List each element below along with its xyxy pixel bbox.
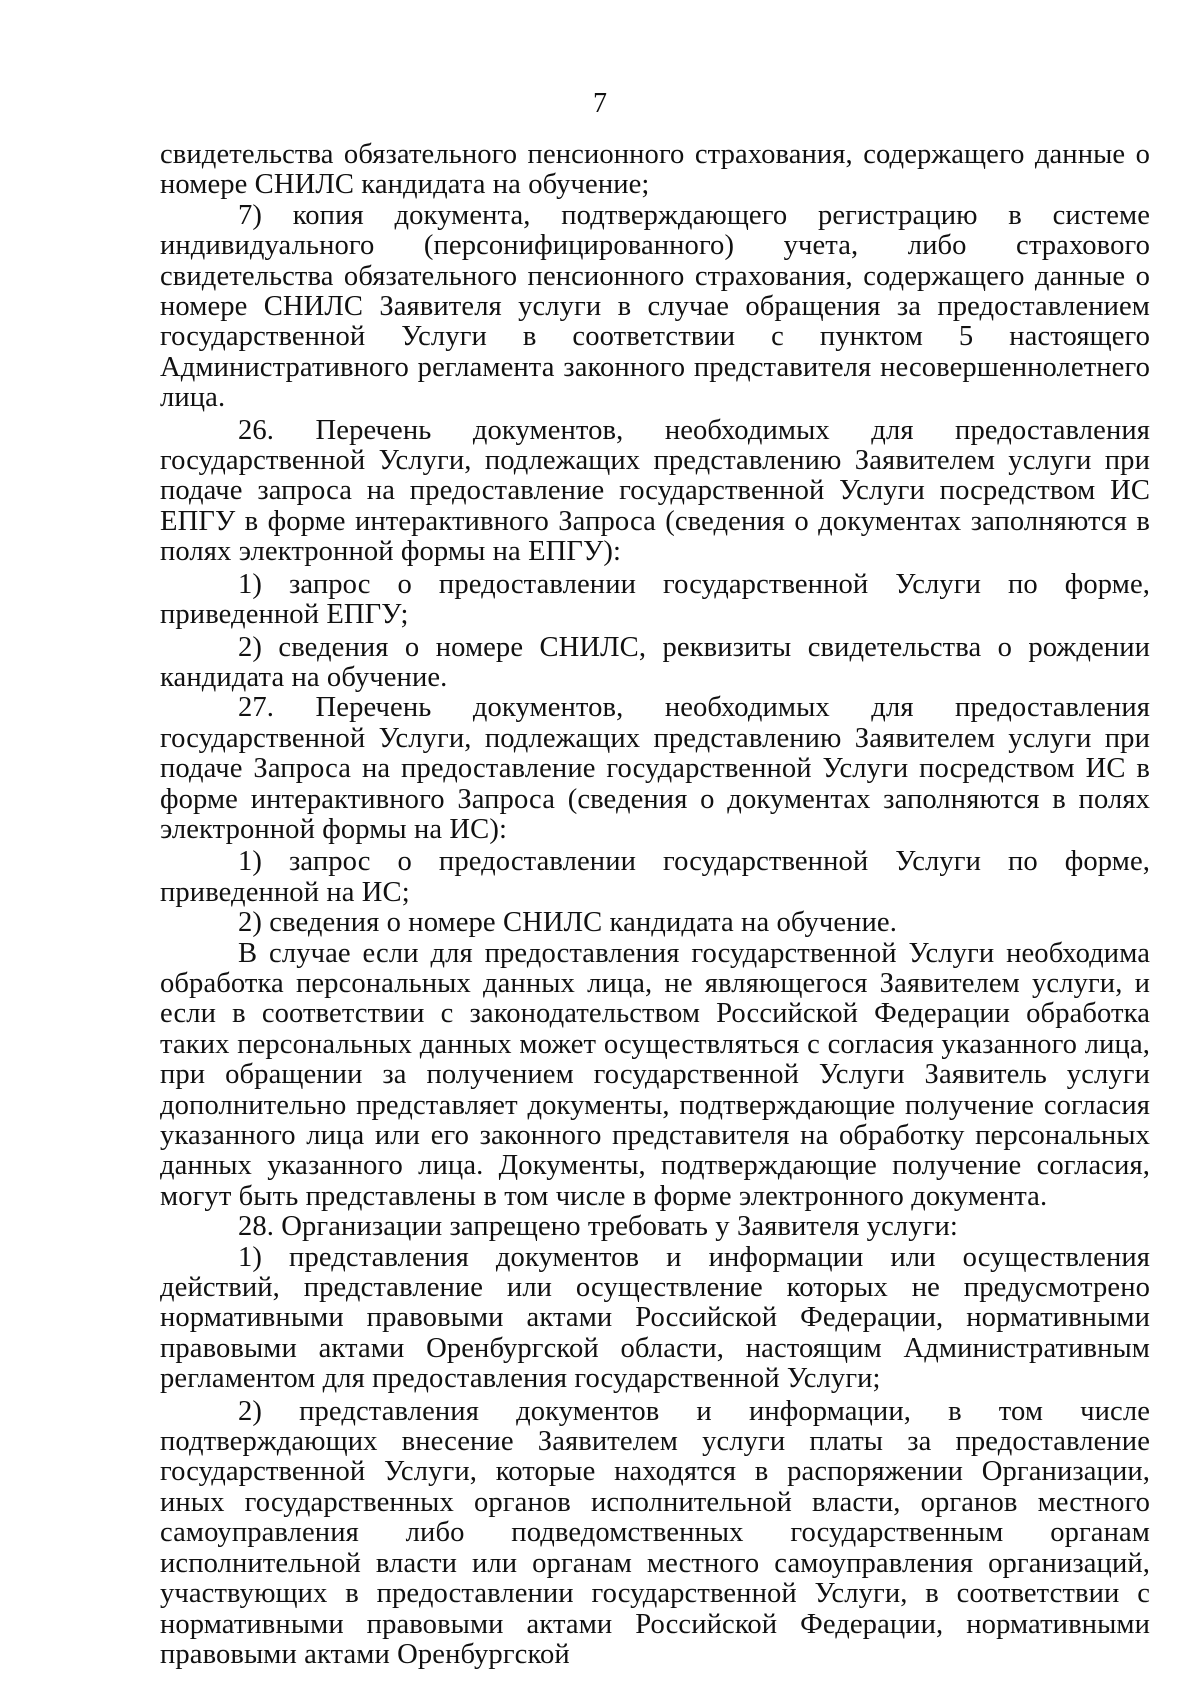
paragraph-snils-certificate-continued: свидетельства обязательного пенсионного страхования, содержащего данные о номере СНИЛС кандидата на обучение; — [160, 139, 1150, 201]
paragraph-personal-data-consent: В случае если для предоставления государственной Услуги необходима обработка персональных данных лица, не являющегося Заявителем услуги, и если в соответствии с законодательством Российской Федерации обработка таких персональных данных может осуществляться с согласия указанного лица, при обращении за получением государственной Услуги Заявитель услуги дополнительно представляет документы, подтверждающие получение согласия указанного лица или его законного представителя на обработку персональных данных указанного лица. Документы, подтверждающие получение согласия, могут быть представлены в том числе в форме электронного документа. — [160, 937, 1150, 1212]
paragraph-26-item-1: 1) запрос о предоставлении государственной Услуги по форме, приведенной ЕПГУ; — [160, 568, 1150, 631]
paragraph-28-item-1: 1) представления документов и информации или осуществления действий, представление или осуществление которых не предусмотрено нормативными правовыми актами Российской Федерации, нормативными правовыми актами Оренбургской области, настоящим Административным регламентом для предоставления государственной Услуги; — [160, 1241, 1150, 1395]
paragraph-section-28: 28. Организации запрещено требовать у Заявителя услуги: — [238, 1211, 958, 1243]
document-body — [160, 140, 1150, 1670]
paragraph-item-7-registration-copy: 7) копия документа, подтверждающего регистрацию в системе индивидуального (персонифицированного) учета, либо страхового свидетельства обязательного пенсионного страхования, содержащего данные о номере СНИЛС Заявителя услуги в случае обращения за предоставлением государственной Услуги в соответствии с пунктом 5 настоящего Административного регламента законного представителя несовершеннолетнего лица. — [160, 199, 1150, 414]
paragraph-section-27: 27. Перечень документов, необходимых для предоставления государственной Услуги, подлежащих представлению Заявителем услуги при подаче Запроса на предоставление государственной Услуги посредством ИС в форме интерактивного Запроса (сведения о документах заполняются в полях электронной формы на ИС): — [160, 692, 1150, 845]
page-number: 7 — [593, 88, 607, 119]
paragraph-28-item-2: 2) представления документов и информации, в том числе подтверждающих внесение Заявителем услуги платы за предоставление государственной Услуги, которые находятся в распоряжении Организации, иных государственных органов исполнительной власти, органов местного самоуправления либо подведомственных государственным органам исполнительной власти или органам местного самоуправления организаций, участвующих в предоставлении государственной Услуги, в соответствии с нормативными правовыми актами Российской Федерации, нормативными правовыми актами Оренбургской — [160, 1395, 1150, 1670]
paragraph-27-item-1: 1) запрос о предоставлении государственной Услуги по форме, приведенной на ИС; — [160, 846, 1150, 908]
paragraph-section-26: 26. Перечень документов, необходимых для предоставления государственной Услуги, подлежащих представлению Заявителем услуги при подаче запроса на предоставление государственной Услуги посредством ИС ЕПГУ в форме интерактивного Запроса (сведения о документах заполняются в полях электронной формы на ЕПГУ): — [160, 414, 1150, 568]
paragraph-27-item-2: 2) сведения о номере СНИЛС кандидата на обучение. — [238, 907, 897, 939]
paragraph-26-item-2: 2) сведения о номере СНИЛС, реквизиты свидетельства о рождении кандидата на обучение. — [160, 631, 1150, 693]
